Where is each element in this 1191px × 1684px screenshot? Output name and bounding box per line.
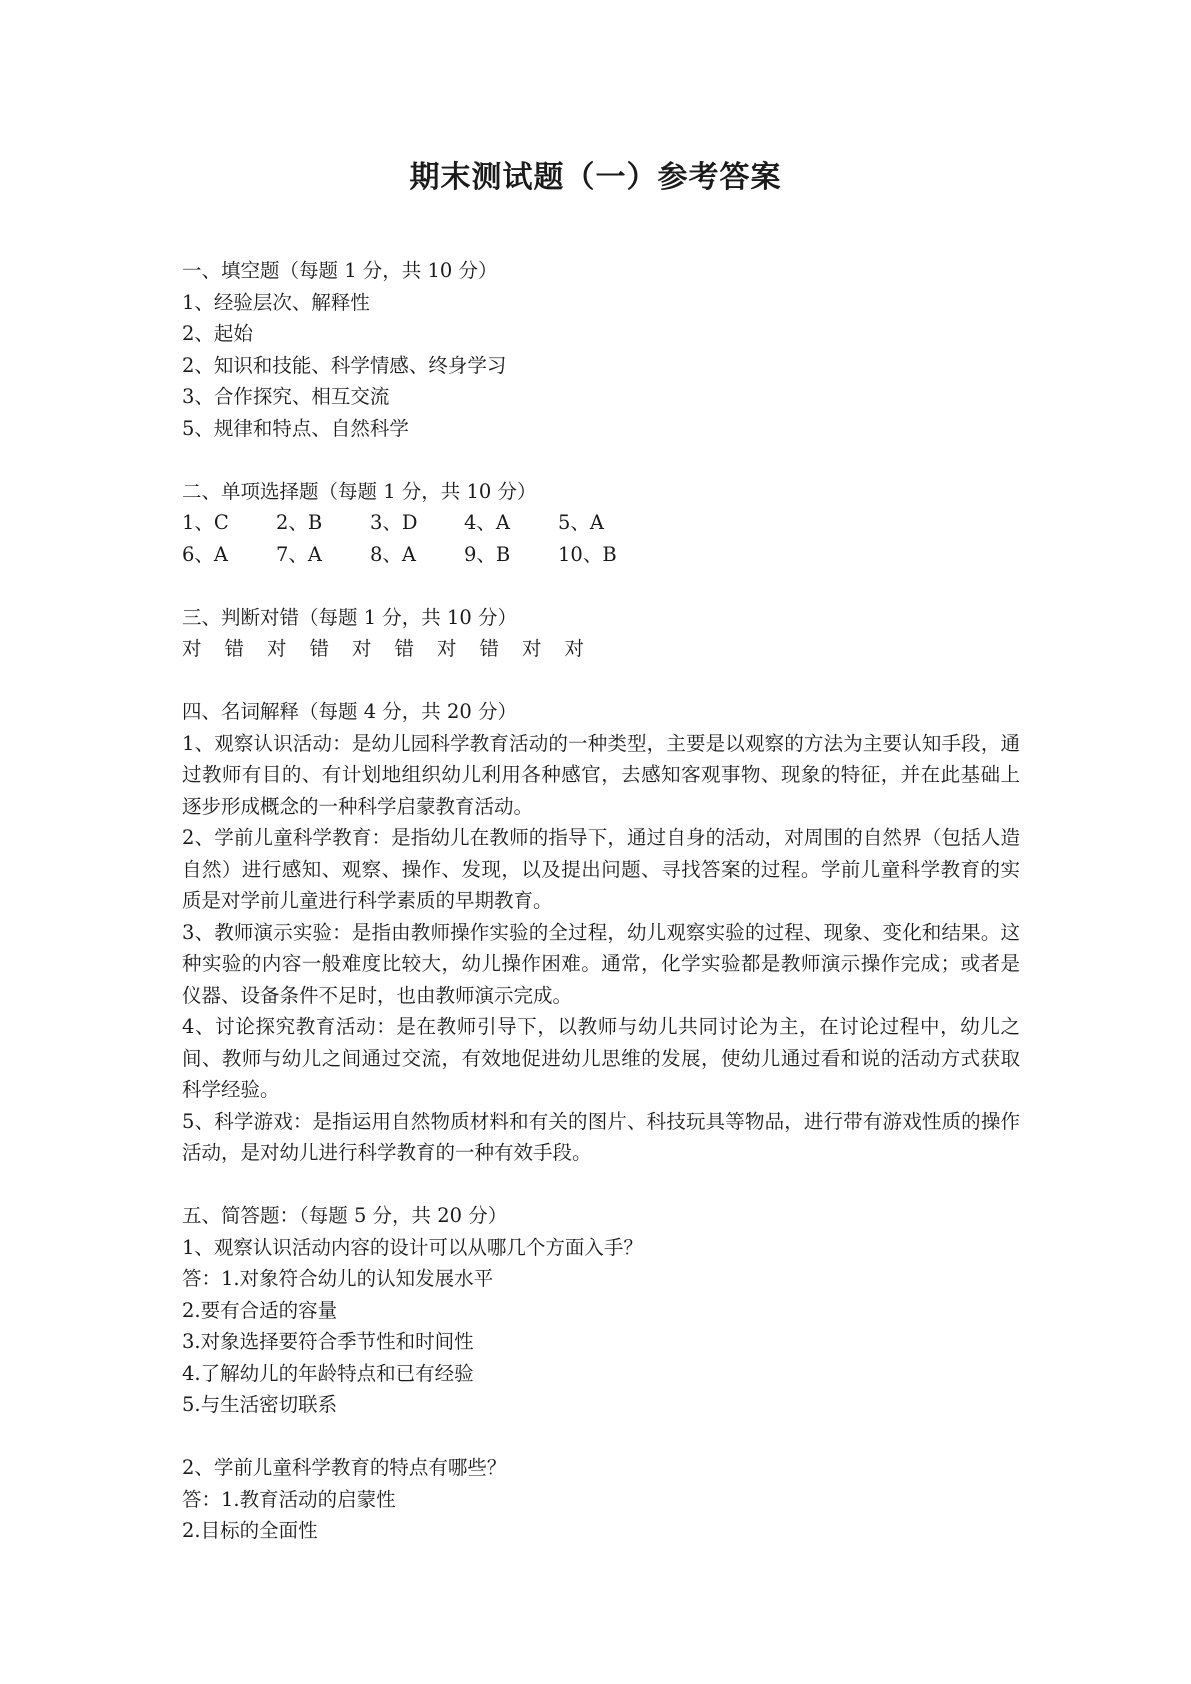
section-3-heading: 三、判断对错（每题 1 分，共 10 分） bbox=[182, 605, 518, 629]
section-1-heading: 一、填空题（每题 1 分，共 10 分） bbox=[182, 259, 498, 282]
document-body bbox=[182, 255, 1020, 1547]
true-false-answer: 对 bbox=[267, 637, 287, 660]
choice-answer: 7、A bbox=[276, 542, 322, 566]
term-definition-4: 4、讨论探究教育活动：是在教师引导下，以教师与幼儿共同讨论为主，在讨论过程中，幼儿之间、教师与幼儿之间通过交流，有效地促进幼儿思维的发展，使幼儿通过看和说的活动方式获取科学经验。 bbox=[182, 1015, 1020, 1101]
choice-answer: 10、B bbox=[558, 542, 617, 566]
true-false-answer: 错 bbox=[224, 637, 245, 660]
choice-row-1 bbox=[182, 507, 1020, 539]
short-question-1: 1、观察认识活动内容的设计可以从哪几个方面入手？ bbox=[182, 1235, 643, 1259]
true-false-answer: 对 bbox=[352, 637, 372, 660]
true-false-row bbox=[182, 633, 1020, 665]
fill-answer-4: 3、合作探究、相互交流 bbox=[182, 385, 390, 408]
term-definition-5: 5、科学游戏：是指运用自然物质材料和有关的图片、科技玩具等物品，进行带有游戏性质的操作活动，是对幼儿进行科学教育的一种有效手段。 bbox=[182, 1109, 1020, 1164]
true-false-answer: 错 bbox=[394, 637, 415, 660]
document-title: 期末测试题（一）参考答案 bbox=[409, 160, 782, 195]
choice-answer: 5、A bbox=[558, 511, 604, 534]
short-answer-line: 5.与生活密切联系 bbox=[182, 1393, 338, 1416]
short-answer-line: 答：1.教育活动的启蒙性 bbox=[182, 1487, 396, 1511]
short-answer-line: 2.要有合适的容量 bbox=[182, 1298, 338, 1322]
section-4-heading: 四、名词解释（每题 4 分，共 20 分） bbox=[182, 700, 518, 723]
choice-answer: 6、A bbox=[182, 542, 228, 566]
term-definition-3: 3、教师演示实验：是指由教师操作实验的全过程，幼儿观察实验的过程、现象、变化和结果。这种实验的内容一般难度比较大，幼儿操作困难。通常，化学实验都是教师演示操作完成；或者是仪器、设备条件不足时，也由教师演示完成。 bbox=[182, 920, 1020, 1007]
term-definition-1: 1、观察认识活动：是幼儿园科学教育活动的一种类型，主要是以观察的方法为主要认知手段，通过教师有目的、有计划地组织幼儿利用各种感官，去感知客观事物、现象的特征，并在此基础上逐步形成概念的一种科学启蒙教育活动。 bbox=[182, 731, 1020, 818]
true-false-answer: 对 bbox=[564, 637, 585, 660]
choice-answer: 1、C bbox=[182, 511, 229, 534]
choice-answer: 8、A bbox=[370, 542, 416, 566]
true-false-answer: 错 bbox=[309, 637, 330, 660]
fill-answer-3: 2、知识和技能、科学情感、终身学习 bbox=[182, 353, 507, 377]
short-answer-line: 4.了解幼儿的年龄特点和已有经验 bbox=[182, 1361, 474, 1385]
choice-row-2 bbox=[182, 539, 1020, 571]
choice-answer: 2、B bbox=[276, 511, 323, 534]
choice-answer: 4、A bbox=[464, 511, 510, 534]
section-2-heading: 二、单项选择题（每题 1 分，共 10 分） bbox=[182, 479, 537, 503]
fill-answer-1: 1、经验层次、解释性 bbox=[182, 290, 370, 314]
true-false-answer: 对 bbox=[522, 637, 542, 660]
true-false-answer: 错 bbox=[479, 637, 500, 660]
short-answer-line: 答：1.对象符合幼儿的认知发展水平 bbox=[182, 1267, 494, 1290]
short-question-2: 2、学前儿童科学教育的特点有哪些？ bbox=[182, 1456, 507, 1479]
section-5-heading: 五、简答题：（每题 5 分，共 20 分） bbox=[182, 1204, 508, 1227]
choice-answer: 3、D bbox=[370, 511, 418, 534]
term-definition-2: 2、学前儿童科学教育：是指幼儿在教师的指导下，通过自身的活动，对周围的自然界（包括人造自然）进行感知、观察、操作、发现，以及提出问题、寻找答案的过程。学前儿童科学教育的实质是对学前儿童进行科学素质的早期教育。 bbox=[182, 826, 1020, 912]
fill-answer-5: 5、规律和特点、自然科学 bbox=[182, 416, 409, 440]
short-answer-line: 3.对象选择要符合季节性和时间性 bbox=[182, 1330, 474, 1353]
fill-answer-2: 2、起始 bbox=[182, 322, 253, 345]
true-false-answer: 对 bbox=[437, 637, 457, 660]
choice-answer: 9、B bbox=[464, 542, 511, 566]
true-false-answer: 对 bbox=[182, 637, 202, 660]
short-answer-line: 2.目标的全面性 bbox=[182, 1519, 318, 1542]
